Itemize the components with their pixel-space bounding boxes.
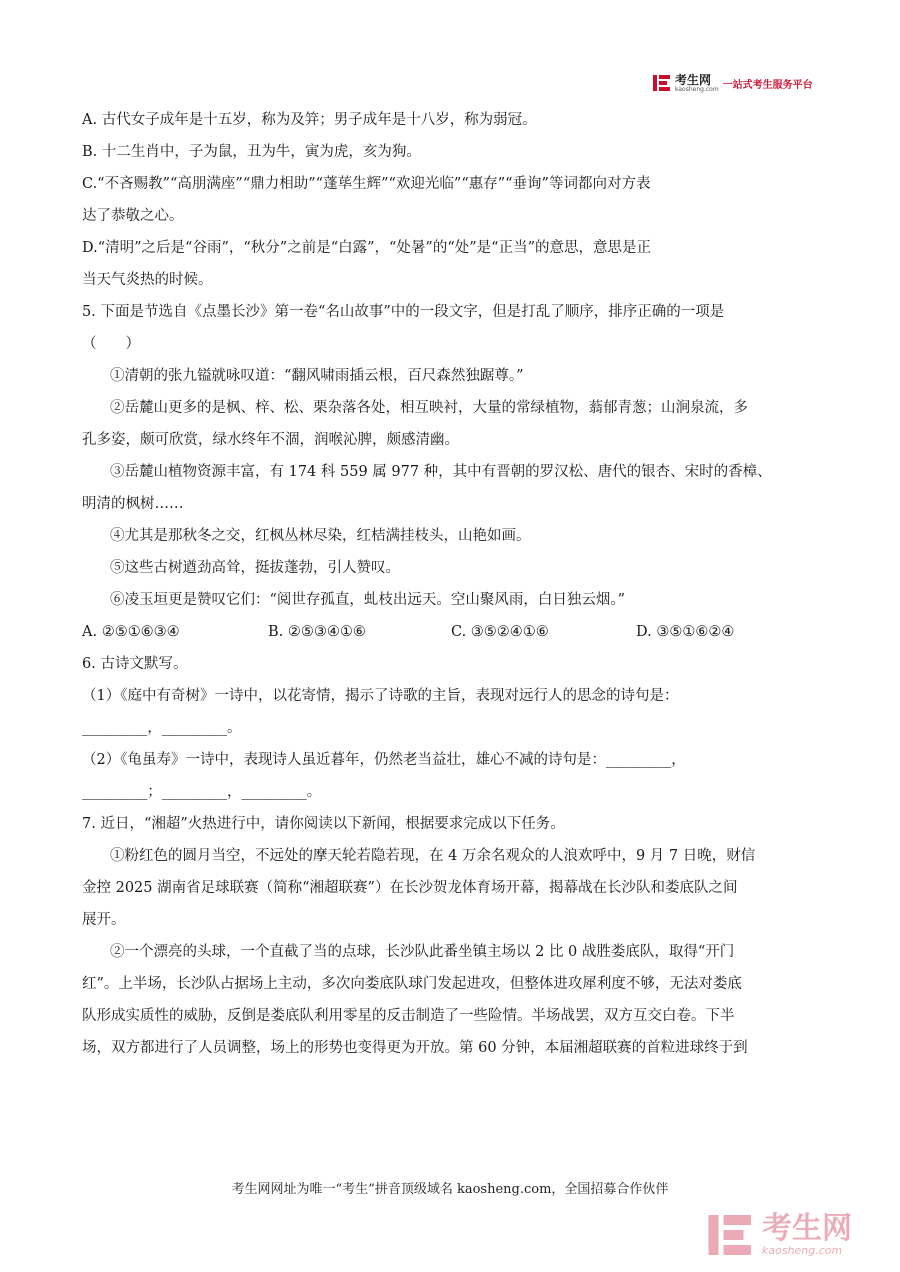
text-line: 5. 下面是节选自《点墨长沙》第一卷“名山故事”中的一段文字，但是打乱了顺序，排序正确的一项是: [82, 304, 725, 320]
logo-brand: 考生网: [675, 72, 712, 87]
text-line: B. 十二生肖中，子为鼠，丑为牛，寅为虎，亥为狗。: [82, 144, 421, 160]
text-block-2: [82, 648, 822, 1064]
text-line: 金控 2025 湖南省足球联赛（简称“湘超联赛”）在长沙贺龙体育场开幕，揭幕战在长沙队和娄底队之间: [82, 880, 738, 896]
text-line: 孔多姿，颇可欣赏，绿水终年不涸，润喉沁脾，颇感清幽。: [82, 432, 459, 448]
text-line: ④尤其是那秋冬之交，红枫丛林尽染，红桔满挂枝头，山艳如画。: [110, 528, 531, 544]
text-line: 场，双方都进行了人员调整，场上的形势也变得更为开放。第 60 分钟，本届湘超联赛的首粒进球终于到: [82, 1040, 748, 1056]
text-line: ⑥凌玉垣更是赞叹它们：“阅世存孤直，虬枝出远天。空山聚风雨，白日独云烟。”: [110, 592, 626, 608]
text-line: 展开。: [82, 912, 126, 928]
option-d: D. ③⑤①⑥②④: [636, 624, 735, 640]
document-body: [82, 104, 822, 1064]
text-line: （1）《庭中有奇树》一诗中，以花寄情，揭示了诗歌的主旨，表现对远行人的思念的诗句是：: [82, 688, 679, 704]
watermark: [706, 1205, 896, 1265]
text-line: ②一个漂亮的头球，一个直截了当的点球，长沙队此番坐镇主场以 2 比 0 战胜娄底队，取得“开门: [110, 944, 735, 960]
text-line: D.“清明”之后是“谷雨”，“秋分”之前是“白露”，“处暑”的“处”是“正当”的意思，意思是正: [82, 240, 651, 256]
text-line: ③岳麓山植物资源丰富，有 174 科 559 属 977 种，其中有晋朝的罗汉松、唐代的银杏、宋时的香樟、: [110, 464, 772, 480]
answer-options-row: [82, 616, 822, 648]
page-footer: 考生网网址为唯一“考生”拼音顶级域名 kaosheng.com，全国招募合作伙伴: [231, 1182, 669, 1197]
text-line: 明清的枫树……: [82, 496, 184, 512]
kaosheng-logo-icon: [652, 73, 672, 93]
text-line: 达了恭敬之心。: [82, 208, 184, 224]
watermark-domain: kaosheng.com: [762, 1243, 843, 1257]
header-slogan: 一站式考生服务平台: [722, 79, 813, 91]
text-block-1: [82, 104, 822, 616]
option-a: A. ②⑤①⑥③④: [82, 624, 180, 640]
text-line: 队形成实质性的威胁，反倒是娄底队利用零星的反击制造了一些险情。半场战罢，双方互交白卷。下半: [82, 1008, 735, 1024]
text-line: 6. 古诗文默写。: [82, 656, 188, 672]
text-line: ①粉红色的圆月当空，不远处的摩天轮若隐若现，在 4 万余名观众的人浪欢呼中，9 月 7 日晚，财信: [110, 848, 756, 864]
header-logo: [652, 72, 822, 94]
watermark-text: [762, 1210, 852, 1257]
text-line: ①清朝的张九镒就咏叹道：“翻风啸雨插云根，百尺森然独踞尊。”: [110, 368, 524, 384]
text-line: ⑤这些古树遒劲高耸，挺拔蓬勃，引人赞叹。: [110, 560, 400, 576]
watermark-logo-icon: [706, 1210, 756, 1260]
text-line: ②岳麓山更多的是枫、梓、松、栗杂落各处，相互映衬，大量的常绿植物，蓊郁青葱；山涧泉流，多: [110, 400, 748, 416]
watermark-brand: 考生网: [762, 1210, 852, 1246]
option-b: B. ②⑤③④①⑥: [268, 624, 366, 640]
logo-domain: kaosheng.com: [675, 85, 719, 93]
text-line: 7. 近日，“湘超”火热进行中，请你阅读以下新闻，根据要求完成以下任务。: [82, 816, 565, 832]
text-line: _________；_________，_________。: [82, 784, 322, 800]
text-line: C.“不吝赐教”“高朋满座”“鼎力相助”“蓬荜生辉”“欢迎光临”“惠存”“垂询”等词都向对方表: [82, 176, 651, 192]
text-line: （ ）: [82, 336, 140, 352]
logo-text: [675, 74, 719, 93]
text-line: 红”。上半场，长沙队占据场上主动，多次向娄底队球门发起进攻，但整体进攻犀利度不够，无法对娄底: [82, 976, 742, 992]
text-line: _________，_________。: [82, 720, 242, 736]
option-c: C. ③⑤②④①⑥: [451, 624, 549, 640]
text-line: （2）《龟虽寿》一诗中，表现诗人虽近暮年，仍然老当益壮，雄心不减的诗句是：_________，: [82, 752, 686, 768]
text-line: A. 古代女子成年是十五岁，称为及笄；男子成年是十八岁，称为弱冠。: [82, 112, 537, 128]
text-line: 当天气炎热的时候。: [82, 272, 213, 288]
